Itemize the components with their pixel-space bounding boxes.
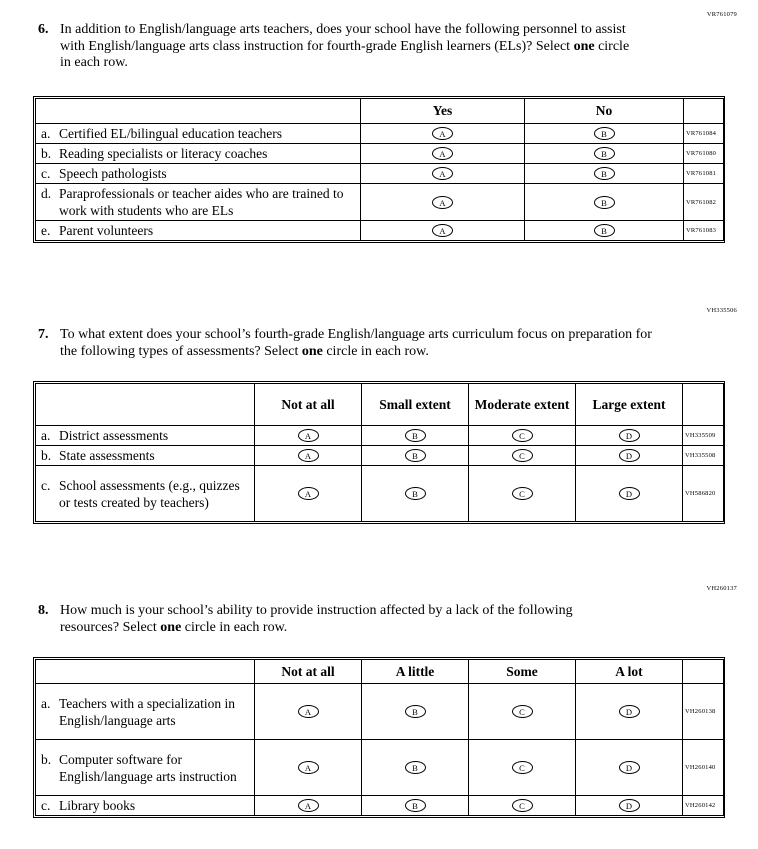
row-text: Speech pathologists <box>59 166 167 181</box>
answer-cell <box>362 466 469 522</box>
table-row <box>36 144 724 164</box>
row-code: VH335509 <box>683 426 724 446</box>
question-7-prompt <box>38 327 660 360</box>
prompt-prefix: To what extent does your school’s fourth-grade English/language arts curriculum focus on preparation for the following types of assessments? Select <box>60 327 652 359</box>
answer-cell <box>525 144 684 164</box>
answer-cell <box>525 221 684 241</box>
answer-bubble-not-at-all[interactable]: A <box>298 487 319 500</box>
answer-bubble-some[interactable]: C <box>512 799 533 812</box>
column-header-not-at-all: Not at all <box>255 384 362 426</box>
header-blank <box>683 384 724 426</box>
answer-bubble-large-extent[interactable]: D <box>619 487 640 500</box>
row-text: District assessments <box>59 428 169 443</box>
answer-cell <box>576 466 683 522</box>
prompt-suffix: circle in each row. <box>60 38 630 70</box>
table-row <box>36 426 724 446</box>
column-header-some: Some <box>469 660 576 684</box>
row-text: Certified EL/bilingual education teachers <box>59 126 283 141</box>
row-text: School assessments (e.g., quizzes or tests created by teachers) <box>59 477 240 510</box>
answer-cell <box>362 684 469 740</box>
answer-cell <box>255 796 362 816</box>
column-header-yes: Yes <box>361 99 525 124</box>
answer-bubble-moderate-extent[interactable]: C <box>512 429 533 442</box>
row-text: Parent volunteers <box>59 223 154 238</box>
column-header-a-little: A little <box>362 660 469 684</box>
row-text: Reading specialists or literacy coaches <box>59 146 268 161</box>
answer-cell <box>525 184 684 221</box>
column-header-moderate-extent: Moderate extent <box>469 384 576 426</box>
answer-cell <box>255 426 362 446</box>
answer-cell <box>469 796 576 816</box>
question-7-table <box>33 381 725 524</box>
question-8-table <box>33 657 725 818</box>
prompt-prefix: In addition to English/language arts teachers, does your school have the following personnel to assist with English/language arts class instruction for fourth-grade English learners (ELs)? Select <box>60 22 626 54</box>
answer-bubble-no[interactable]: B <box>594 147 615 160</box>
answer-bubble-small-extent[interactable]: B <box>405 487 426 500</box>
answer-bubble-not-at-all[interactable]: A <box>298 449 319 462</box>
row-label <box>36 124 361 144</box>
table-row <box>36 796 724 816</box>
row-letter: a. <box>41 428 51 443</box>
column-header-no: No <box>525 99 684 124</box>
table-header-row <box>36 660 724 684</box>
header-blank <box>683 660 724 684</box>
header-blank <box>36 99 361 124</box>
answer-cell <box>469 684 576 740</box>
answer-bubble-not-at-all[interactable]: A <box>298 799 319 812</box>
answer-bubble-yes[interactable]: A <box>432 224 453 237</box>
answer-bubble-some[interactable]: C <box>512 705 533 718</box>
answer-bubble-moderate-extent[interactable]: C <box>512 487 533 500</box>
question-8-prompt <box>38 603 638 636</box>
answer-bubble-a-little[interactable]: B <box>405 761 426 774</box>
answer-cell <box>576 740 683 796</box>
table-row <box>36 740 724 796</box>
answer-bubble-large-extent[interactable]: D <box>619 449 640 462</box>
row-code: VH260138 <box>683 684 724 740</box>
row-code: VR761083 <box>684 221 724 241</box>
row-label <box>36 184 361 221</box>
header-blank <box>36 384 255 426</box>
row-code: VH260142 <box>683 796 724 816</box>
answer-cell <box>576 426 683 446</box>
prompt-bold: one <box>573 38 595 54</box>
table-row <box>36 164 724 184</box>
row-label <box>36 426 255 446</box>
answer-bubble-yes[interactable]: A <box>432 167 453 180</box>
answer-cell <box>255 466 362 522</box>
row-letter: c. <box>41 166 51 181</box>
answer-bubble-not-at-all[interactable]: A <box>298 705 319 718</box>
question-8-code: VH260137 <box>706 585 737 592</box>
answer-bubble-yes[interactable]: A <box>432 127 453 140</box>
table-row <box>36 446 724 466</box>
header-blank <box>684 99 724 124</box>
answer-cell <box>362 796 469 816</box>
answer-bubble-no[interactable]: B <box>594 224 615 237</box>
answer-bubble-small-extent[interactable]: B <box>405 429 426 442</box>
answer-cell <box>362 740 469 796</box>
table-row <box>36 684 724 740</box>
row-letter: b. <box>41 448 52 463</box>
question-6-prompt <box>38 22 638 72</box>
prompt-prefix: How much is your school’s ability to provide instruction affected by a lack of the following resources? Select <box>60 603 573 635</box>
question-number: 8. <box>38 603 49 618</box>
answer-cell <box>469 740 576 796</box>
table-header-row <box>36 99 724 124</box>
answer-cell <box>361 164 525 184</box>
header-blank <box>36 660 255 684</box>
answer-cell <box>576 684 683 740</box>
prompt-suffix: circle in each row. <box>322 343 429 359</box>
row-code: VR761081 <box>684 164 724 184</box>
answer-bubble-no[interactable]: B <box>594 127 615 140</box>
row-text: Library books <box>59 798 136 813</box>
answer-cell <box>469 426 576 446</box>
answer-cell <box>255 684 362 740</box>
row-letter: c. <box>41 798 51 813</box>
row-code: VH586820 <box>683 466 724 522</box>
row-label <box>36 740 255 796</box>
row-code: VH260140 <box>683 740 724 796</box>
question-number: 6. <box>38 22 49 37</box>
answer-bubble-no[interactable]: B <box>594 167 615 180</box>
column-header-small-extent: Small extent <box>362 384 469 426</box>
prompt-bold: one <box>160 619 182 635</box>
table-row <box>36 184 724 221</box>
answer-cell <box>525 124 684 144</box>
answer-cell <box>525 164 684 184</box>
answer-bubble-yes[interactable]: A <box>432 196 453 209</box>
row-text: Paraprofessionals or teacher aides who are trained to work with students who are ELs <box>59 186 344 218</box>
answer-cell <box>361 144 525 164</box>
answer-bubble-not-at-all[interactable]: A <box>298 761 319 774</box>
row-letter: a. <box>41 126 51 141</box>
row-letter: a. <box>41 695 51 711</box>
row-label <box>36 796 255 816</box>
row-code: VR761084 <box>684 124 724 144</box>
answer-bubble-a-lot[interactable]: D <box>619 761 640 774</box>
row-text: State assessments <box>59 448 155 463</box>
row-label <box>36 164 361 184</box>
question-text <box>60 327 655 360</box>
column-header-not-at-all: Not at all <box>255 660 362 684</box>
column-header-large-extent: Large extent <box>576 384 683 426</box>
table-row <box>36 124 724 144</box>
answer-bubble-no[interactable]: B <box>594 196 615 209</box>
question-6-code: VR761079 <box>706 11 737 18</box>
question-text <box>60 22 633 72</box>
answer-cell <box>469 446 576 466</box>
answer-bubble-moderate-extent[interactable]: C <box>512 449 533 462</box>
row-label <box>36 466 255 522</box>
answer-cell <box>361 184 525 221</box>
row-letter: e. <box>41 223 51 238</box>
column-header-a-lot: A lot <box>576 660 683 684</box>
question-6-table <box>33 96 725 243</box>
answer-bubble-small-extent[interactable]: B <box>405 449 426 462</box>
answer-bubble-a-lot[interactable]: D <box>619 799 640 812</box>
answer-bubble-large-extent[interactable]: D <box>619 429 640 442</box>
row-letter: b. <box>41 146 52 161</box>
answer-cell <box>361 124 525 144</box>
table-row <box>36 466 724 522</box>
answer-cell <box>255 446 362 466</box>
table-header-row <box>36 384 724 426</box>
prompt-bold: one <box>301 343 323 359</box>
row-code: VR761080 <box>684 144 724 164</box>
row-label <box>36 144 361 164</box>
answer-cell <box>469 466 576 522</box>
question-number: 7. <box>38 327 49 342</box>
row-label <box>36 446 255 466</box>
row-code: VH335508 <box>683 446 724 466</box>
prompt-suffix: circle in each row. <box>181 619 288 635</box>
answer-bubble-a-little[interactable]: B <box>405 705 426 718</box>
answer-cell <box>255 740 362 796</box>
row-letter: b. <box>41 751 52 767</box>
answer-cell <box>361 221 525 241</box>
answer-cell <box>362 446 469 466</box>
answer-bubble-a-little[interactable]: B <box>405 799 426 812</box>
table-row <box>36 221 724 241</box>
question-7-code: VH335506 <box>706 307 737 314</box>
question-text <box>60 603 633 636</box>
row-text: Computer software for English/language arts instruction <box>59 751 237 784</box>
row-code: VR761082 <box>684 184 724 221</box>
row-letter: c. <box>41 477 51 493</box>
answer-cell <box>576 446 683 466</box>
row-label <box>36 221 361 241</box>
answer-bubble-some[interactable]: C <box>512 761 533 774</box>
answer-cell <box>362 426 469 446</box>
row-letter: d. <box>41 186 52 201</box>
answer-bubble-a-lot[interactable]: D <box>619 705 640 718</box>
row-text: Teachers with a specialization in English/language arts <box>59 695 235 728</box>
row-label <box>36 684 255 740</box>
answer-bubble-not-at-all[interactable]: A <box>298 429 319 442</box>
answer-cell <box>576 796 683 816</box>
answer-bubble-yes[interactable]: A <box>432 147 453 160</box>
